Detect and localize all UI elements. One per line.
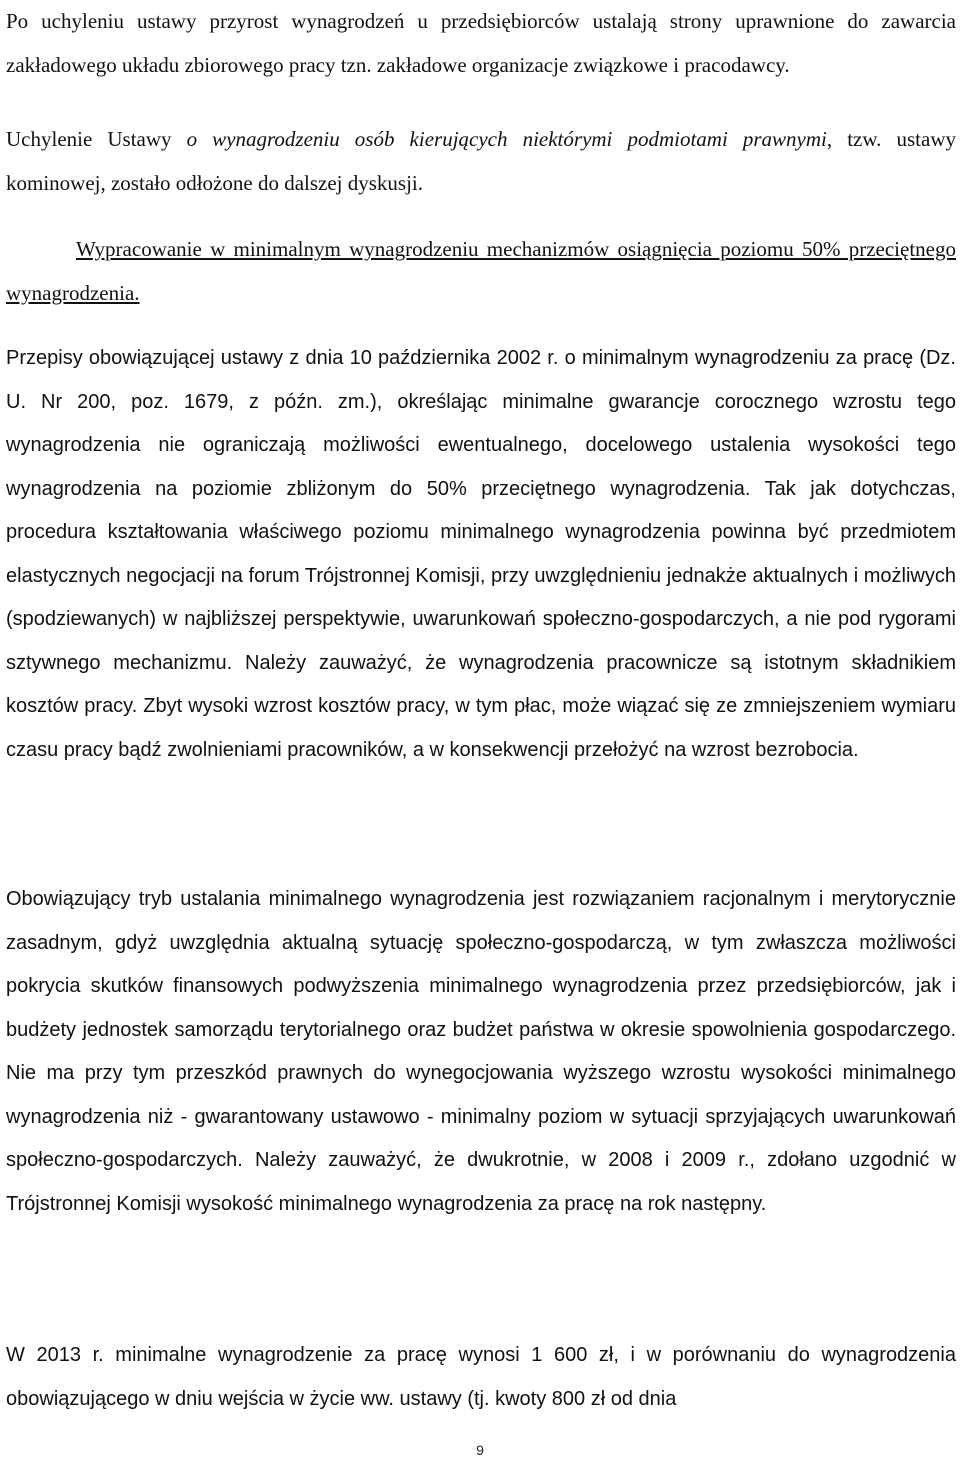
section-heading-text: Wypracowanie w minimalnym wynagrodzeniu mechanizmów osiągnięcia poziomu 50% przeciętnego wynagrodzenia.: [6, 237, 956, 305]
paragraph-repeal-wage-growth: Po uchyleniu ustawy przyrost wynagrodzeń u przedsiębiorców ustalają strony uprawnione do zawarcia zakładowego układu zbiorowego pracy tzn. zakładowe organizacje związkowe i pracodawcy.: [6, 9, 956, 77]
paragraph-kominowa-text-start: Uchylenie Ustawy: [6, 127, 187, 151]
page-number: 9: [476, 1442, 484, 1458]
paragraph-2013-minimum-wage: W 2013 r. minimalne wynagrodzenie za pracę wynosi 1 600 zł, i w porównaniu do wynagrodzenia obowiązującego w dniu wejścia w życie ww. ustawy (tj. kwoty 800 zł od dnia: [6, 1344, 956, 1410]
paragraph-wage-setting-procedure: Obowiązujący tryb ustalania minimalnego wynagrodzenia jest rozwiązaniem racjonalnym i merytorycznie zasadnym, gdyż uwzględnia aktualną sytuację społeczno-gospodarczą, w tym zwłaszcza możliwości pokrycia skutków finansowych podwyższenia minimalnego wynagrodzenia przez przedsiębiorców, jak i budżety jednostek samorządu terytorialnego oraz budżet państwa w okresie spowolnienia gospodarczego. Nie ma przy tym przeszkód prawnych do wynegocjowania wyższego wzrostu wysokości minimalnego wynagrodzenia niż - gwarantowany ustawowo - minimalny poziom w sytuacji sprzyjających uwarunkowań społeczno-gospodarczych. Należy zauważyć, że dwukrotnie, w 2008 i 2009 r., zdołano uzgodnić w Trójstronnej Komisji wysokość minimalnego wynagrodzenia za pracę na rok następny.: [6, 888, 956, 1215]
paragraph-kominowa-text-end: , tzw. ustawy kominowej, zostało odłożone do dalszej dyskusji.: [6, 127, 956, 195]
paragraph-kominowa-act: [6, 118, 956, 205]
act-title-italic: o wynagrodzeniu osób kierujących niektórymi podmiotami prawnymi: [186, 127, 827, 151]
section-heading-underlined: [6, 228, 956, 315]
paragraph-current-regulations: Przepisy obowiązującej ustawy z dnia 10 października 2002 r. o minimalnym wynagrodzeniu za pracę (Dz. U. Nr 200, poz. 1679, z późn. zm.), określając minimalne gwarancje corocznego wzrostu tego wynagrodzenia nie ograniczają możliwości ewentualnego, docelowego ustalenia wysokości tego wynagrodzenia na poziomie zbliżonym do 50% przeciętnego wynagrodzenia. Tak jak dotychczas, procedura kształtowania właściwego poziomu minimalnego wynagrodzenia powinna być przedmiotem elastycznych negocjacji na forum Trójstronnej Komisji, przy uwzględnieniu jednakże aktualnych i możliwych (spodziewanych) w najbliższej perspektywie, uwarunkowań społeczno-gospodarczych, a nie pod rygorami sztywnego mechanizmu. Należy zauważyć, że wynagrodzenia pracownicze są istotnym składnikiem kosztów pracy. Zbyt wysoki wzrost kosztów pracy, w tym płac, może wiązać się ze zmniejszeniem wymiaru czasu pracy bądź zwolnieniami pracowników, a w konsekwencji przełożyć na wzrost bezrobocia.: [6, 347, 956, 761]
